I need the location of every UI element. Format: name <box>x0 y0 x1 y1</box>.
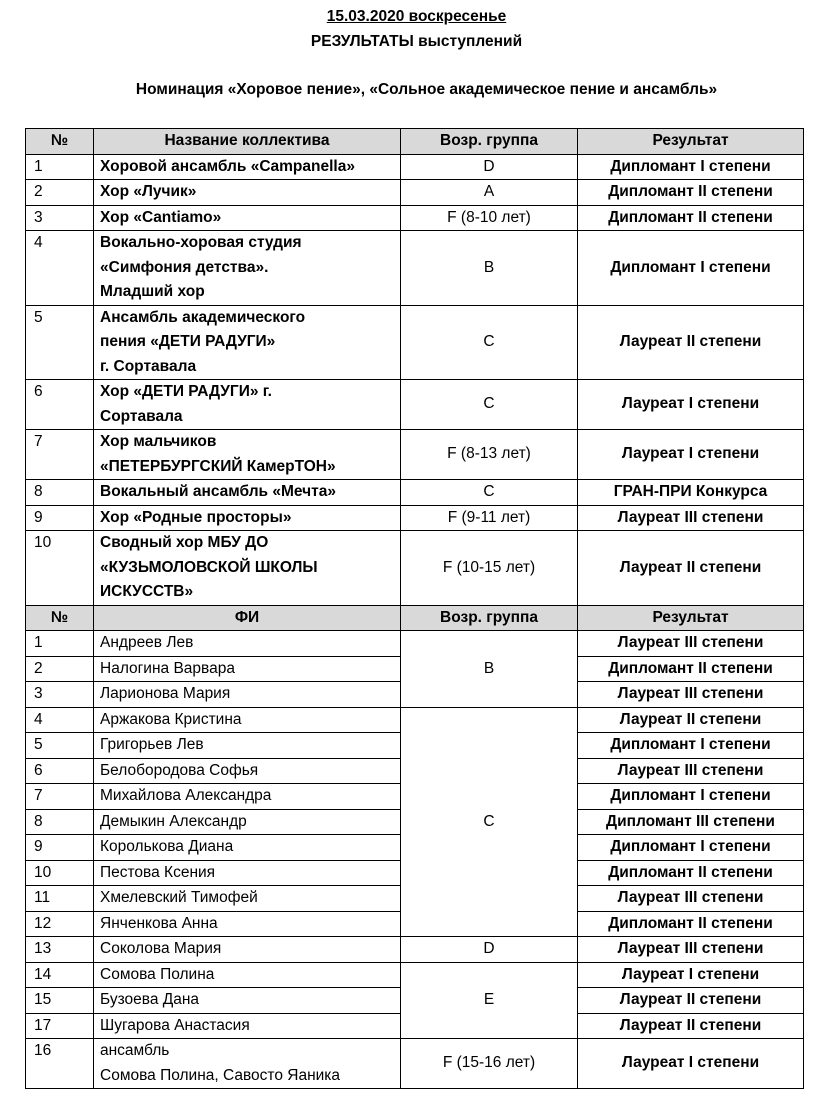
result: Лауреат II степени <box>578 531 804 606</box>
collective-name: Вокальный ансамбль «Мечта» <box>94 480 401 506</box>
row-number: 10 <box>26 860 94 886</box>
name-line: Младший хор <box>100 283 205 300</box>
row-number: 1 <box>26 154 94 180</box>
col-header-result: Результат <box>578 129 804 155</box>
result: Дипломант III степени <box>578 809 804 835</box>
result: ГРАН-ПРИ Конкурса <box>578 480 804 506</box>
table-row <box>26 430 804 480</box>
performer-name: Андреев Лев <box>94 631 401 657</box>
age-group: D <box>401 154 578 180</box>
row-number: 4 <box>26 231 94 306</box>
age-group: F (9-11 лет) <box>401 505 578 531</box>
name-line: ансамбль <box>100 1042 170 1059</box>
row-number: 16 <box>26 1039 94 1089</box>
row-number: 3 <box>26 682 94 708</box>
performer-name: Михайлова Александра <box>94 784 401 810</box>
row-number: 8 <box>26 480 94 506</box>
performer-name: Ларионова Мария <box>94 682 401 708</box>
performer-name: Демыкин Александр <box>94 809 401 835</box>
row-number: 6 <box>26 758 94 784</box>
name-line: «КУЗЬМОЛОВСКОЙ ШКОЛЫ <box>100 558 318 576</box>
result: Дипломант I степени <box>578 835 804 861</box>
age-group: C <box>401 480 578 506</box>
col-header-num: № <box>26 129 94 155</box>
table-row <box>26 937 804 963</box>
table-row <box>26 231 804 306</box>
performer-name: Белобородова Софья <box>94 758 401 784</box>
result: Дипломант I степени <box>578 231 804 306</box>
row-number: 9 <box>26 835 94 861</box>
row-number: 8 <box>26 809 94 835</box>
age-group: A <box>401 180 578 206</box>
performer-name: Хмелевский Тимофей <box>94 886 401 912</box>
age-group: F (8-13 лет) <box>401 430 578 480</box>
age-group: F (15-16 лет) <box>401 1039 578 1089</box>
row-number: 3 <box>26 205 94 231</box>
row-number: 5 <box>26 305 94 380</box>
table-row <box>26 631 804 657</box>
row-number: 12 <box>26 911 94 937</box>
performer-name: Бузоева Дана <box>94 988 401 1014</box>
col-header-name: Название коллектива <box>94 129 401 155</box>
collective-name: Хор «Лучик» <box>94 180 401 206</box>
age-group: C <box>401 380 578 430</box>
performer-name: Сомова Полина <box>94 962 401 988</box>
result: Лауреат III степени <box>578 886 804 912</box>
name-line: пения «ДЕТИ РАДУГИ» <box>100 333 276 350</box>
table-row <box>26 531 804 606</box>
performer-name: Королькова Диана <box>94 835 401 861</box>
row-number: 9 <box>26 505 94 531</box>
performer-name: Соколова Мария <box>94 937 401 963</box>
performer-name: Налогина Варвара <box>94 656 401 682</box>
age-group: B <box>401 631 578 708</box>
row-number: 1 <box>26 631 94 657</box>
table-row <box>26 1039 804 1089</box>
results-table <box>25 128 804 1089</box>
table-row <box>26 480 804 506</box>
result: Лауреат III степени <box>578 505 804 531</box>
row-number: 5 <box>26 733 94 759</box>
name-line: Сводный хор МБУ ДО <box>100 534 269 551</box>
performer-name: Пестова Ксения <box>94 860 401 886</box>
table-row <box>26 707 804 733</box>
col-header-result: Результат <box>578 605 804 631</box>
result: Лауреат III степени <box>578 631 804 657</box>
row-number: 7 <box>26 430 94 480</box>
col-header-age: Возр. группа <box>401 129 578 155</box>
performer-name: Янченкова Анна <box>94 911 401 937</box>
performer-name: Григорьев Лев <box>94 733 401 759</box>
name-line: Ансамбль академического <box>100 308 306 326</box>
name-line: Хор «ДЕТИ РАДУГИ» г. <box>100 383 272 400</box>
age-group: C <box>401 707 578 937</box>
row-number: 14 <box>26 962 94 988</box>
result: Лауреат II степени <box>578 707 804 733</box>
collective-name: Хор «Родные просторы» <box>94 505 401 531</box>
name-line: Сомова Полина, Савосто Яаника <box>100 1066 341 1084</box>
age-group: F (8-10 лет) <box>401 205 578 231</box>
age-group: D <box>401 937 578 963</box>
collective-name <box>94 231 401 306</box>
row-number: 10 <box>26 531 94 606</box>
result: Дипломант I степени <box>578 733 804 759</box>
table-row <box>26 154 804 180</box>
collective-name <box>94 305 401 380</box>
result: Дипломант I степени <box>578 154 804 180</box>
row-number: 7 <box>26 784 94 810</box>
result: Лауреат II степени <box>578 305 804 380</box>
result: Лауреат I степени <box>578 1039 804 1089</box>
name-line: Хор мальчиков <box>100 433 217 450</box>
collective-name: Хоровой ансамбль «Campanella» <box>94 154 401 180</box>
performer-name: Аржакова Кристина <box>94 707 401 733</box>
table-row <box>26 380 804 430</box>
table-row <box>26 962 804 988</box>
row-number: 13 <box>26 937 94 963</box>
name-line: Вокально-хоровая студия <box>100 234 302 251</box>
result: Лауреат I степени <box>578 962 804 988</box>
soloists-header-row <box>26 605 804 631</box>
performer-name <box>94 1039 401 1089</box>
row-number: 15 <box>26 988 94 1014</box>
collective-name <box>94 380 401 430</box>
age-group: B <box>401 231 578 306</box>
result: Дипломант II степени <box>578 656 804 682</box>
table-row <box>26 205 804 231</box>
col-header-age: Возр. группа <box>401 605 578 631</box>
table-row <box>26 180 804 206</box>
row-number: 4 <box>26 707 94 733</box>
result: Лауреат I степени <box>578 430 804 480</box>
result: Лауреат II степени <box>578 988 804 1014</box>
nomination-title: Номинация «Хоровое пение», «Сольное академическое пение и ансамбль» <box>135 81 718 98</box>
result: Лауреат III степени <box>578 682 804 708</box>
collective-name <box>94 430 401 480</box>
result: Лауреат III степени <box>578 758 804 784</box>
collectives-header-row <box>26 129 804 155</box>
age-group: E <box>401 962 578 1039</box>
performer-name: Шугарова Анастасия <box>94 1013 401 1039</box>
result: Дипломант II степени <box>578 860 804 886</box>
age-group: C <box>401 305 578 380</box>
row-number: 6 <box>26 380 94 430</box>
col-header-name: ФИ <box>94 605 401 631</box>
result: Лауреат I степени <box>578 380 804 430</box>
result: Лауреат III степени <box>578 937 804 963</box>
col-header-num: № <box>26 605 94 631</box>
collective-name <box>94 531 401 606</box>
table-row <box>26 505 804 531</box>
name-line: ИСКУССТВ» <box>100 583 194 600</box>
row-number: 17 <box>26 1013 94 1039</box>
document-title: РЕЗУЛЬТАТЫ выступлений <box>310 33 523 50</box>
table-row <box>26 305 804 380</box>
row-number: 2 <box>26 180 94 206</box>
age-group: F (10-15 лет) <box>401 531 578 606</box>
name-line: «ПЕТЕРБУРГСКИЙ КамерТОН» <box>100 457 336 475</box>
row-number: 2 <box>26 656 94 682</box>
result: Дипломант II степени <box>578 180 804 206</box>
result: Дипломант II степени <box>578 911 804 937</box>
result: Дипломант I степени <box>578 784 804 810</box>
row-number: 11 <box>26 886 94 912</box>
collective-name: Хор «Cantiamo» <box>94 205 401 231</box>
result: Лауреат II степени <box>578 1013 804 1039</box>
name-line: Сортавала <box>100 407 183 425</box>
document-date: 15.03.2020 воскресенье <box>326 8 507 25</box>
name-line: г. Сортавала <box>100 357 197 375</box>
result: Дипломант II степени <box>578 205 804 231</box>
name-line: «Симфония детства». <box>100 258 269 276</box>
